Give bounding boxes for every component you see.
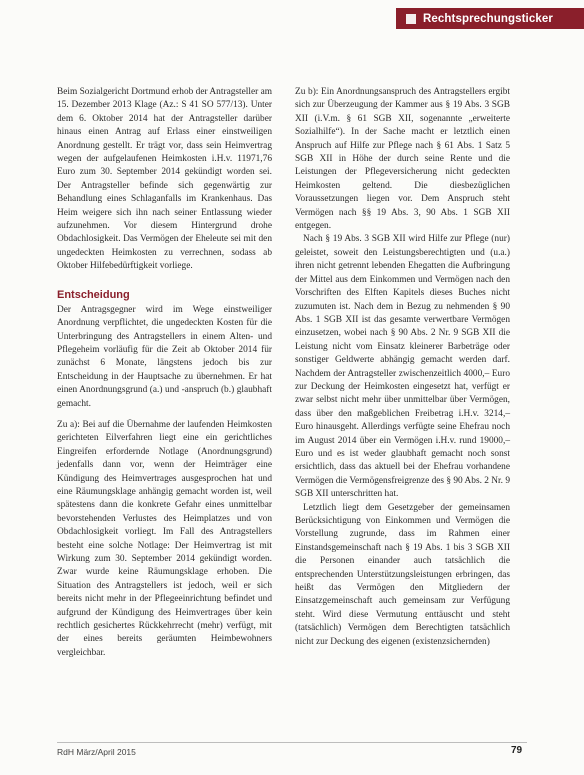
reasoning-paragraph-a: Zu a): Bei auf die Übernahme der laufenden Heimkosten gerichteten Eilverfahren liegt eine ein gerichtliches Eingreifen erfordernde Notlage (Anordnungsgrund) jedenfalls dann vor, wenn der Heimträger eine Kündigung des Heimvertrages ausgesprochen hat und eine Räumungsklage anhängig gemacht worden ist, weil spätestens dann die konkrete Gefahr eines unmittelbar bevorstehenden Verlustes des Heimplatzes und von Obdachlosigkeit vorliegt. Im Fall des Antragstellers besteht eine solche Notlage: Der Heimvertrag ist mit Wirkung zum 30. September 2014 gekündigt worden. Zwar wurde keine Räumungsklage erhoben. Die Situation des Antragstellers ist jedoch, weil er sich bereits nicht mehr in der Pflegeeinrichtung befindet und aufgrund der Kündigung des Heimvertrages über kein rechtlich gesichertes Rückkehrrecht (mehr) verfügt, mit der eines bereits geräumten Heimbewohners vergleichbar.	[57, 419, 272, 658]
section-heading: Entscheidung	[57, 288, 130, 301]
decision-paragraph: Der Antragsgegner wird im Wege einstweiliger Anordnung verpflichtet, die ungedeckten Kosten für die Unterbringung des Antragstellers in einem Alten- und Pflegeheim vorläufig für die Zeit ab Oktober 2014 für zunächst 6 Monate, längstens jedoch bis zur Entscheidung in der Hauptsache zu übernehmen. Er hat einen Anordnungsgrund (a.) und -anspruch (b.) glaubhaft gemacht.	[57, 304, 272, 409]
conclusion-paragraph: Letztlich liegt dem Gesetzgeber der gemeinsamen Berücksichtigung von Einkommen und Vermögen die Vorstellung zugrunde, dass im Rahmen einer Einstandsgemeinschaft nach § 19 Abs. 1 bis 3 SGB XII die Personen einander auch tatsächlich die entsprechenden Unterstützungsleistungen erbringen, das heißt das Vermögen den Mitgliedern der Einsatzgemeinschaft auch gemeinsam zur Verfügung steht. Wird diese Vermutung enttäuscht und steht (tatsächlich) Vermögen dem Berechtigten tatsächlich nicht zur Deckung des eigenen (existenzsichernden)	[295, 502, 510, 647]
section-header-label: Rechtsprechungsticker	[423, 12, 553, 25]
legal-basis-paragraph: Nach § 19 Abs. 3 SGB XII wird Hilfe zur Pflege (nur) geleistet, soweit den Leistungsberechtigten und (u.a.) ihren nicht getrennt lebenden Ehegatten die Aufbringung der Mittel aus dem Einkommen und Vermögen nach den Vorschriften des Elften Kapitels dieses Buches nicht zuzumuten ist. Nach dem in Bezug zu nehmenden § 90 Abs. 1 SGB XII ist das gesamte verwertbare Vermögen einzusetzen, wobei nach § 90 Abs. 2 Nr. 9 SGB XII die Leistung nicht vom Einsatz kleinerer Barbeträge oder sonstiger Geldwerte abhängig gemacht werden darf. Nachdem der Antragsteller zwischenzeitlich 4000,– Euro zur Deckung der Heimkosten eingesetzt hat, verfügt er zwar selbst nicht mehr über unmittelbar über Vermögen, dass über den maßgeblichen Freibetrag i.H.v. 3214,– Euro hinausgeht. Allerdings verfügte seine Ehefrau noch im August 2014 über ein Vermögen i.H.v. rund 19000,– Euro und es ist weder glaubhaft gemacht noch sonst ersichtlich, dass das aktuell bei der Ehefrau vorhandene Vermögen die Vermögensfreigrenze des § 90 Abs. 2 Nr. 9 SGB XII unterschritten hat.	[295, 234, 510, 500]
square-bullet-icon	[406, 14, 416, 24]
intro-paragraph: Beim Sozialgericht Dortmund erhob der Antragsteller am 15. Dezember 2013 Klage (Az.: S 41 SO 577/13). Unter dem 6. Oktober 2014 hat der Antragsteller darüber hinaus einen Antrag auf Erlass einer einstweiligen Anordnung gestellt. Er trägt vor, dass sein Heimvertrag wegen der aufgelaufenen Heimkosten i.H.v. 11971,76 Euro zum 30. September 2014 gekündigt worden sei. Der Antragsteller befinde sich gegenwärtig zur Behandlung eines Schlaganfalls im Krankenhaus. Das Heim weigere sich ihn nach seiner Entlassung wieder aufzunehmen. Vor diesem Hintergrund drohe Obdachlosigkeit. Das Vermögen der Eheleute sei mit den ungedeckten Heimkosten zu verrechnen, sodass ab Oktober Hilfebedürftigkeit vorliege.	[57, 87, 272, 272]
page-number: 79	[511, 745, 523, 756]
footer-divider	[57, 742, 527, 743]
reasoning-paragraph-b: Zu b): Ein Anordnungsanspruch des Antragstellers ergibt sich zur Überzeugung der Kammer aus § 19 Abs. 3 SGB XII (i.V.m. § 61 SGB XII, sogenannte „erweiterte Sozialhilfe“). In der Sache macht er letztlich einen Anspruch auf Hilfe zur Pflege nach § 61 Abs. 1 Satz 5 SGB XII in Höhe der durch seine Rente und die Leistungen der Pflegeversicherung nicht gedeckten Heimkosten geltend. Die diesbezüglichen Voraussetzungen liegen vor. Dem Anspruch steht Vermögen nach §§ 19 Abs. 3, 90 Abs. 1 SGB XII entgegen.	[295, 87, 510, 232]
footer-publication: RdH März/April 2015	[57, 747, 136, 757]
right-column	[295, 86, 510, 649]
left-column	[57, 86, 272, 660]
section-header-bar	[396, 8, 584, 29]
